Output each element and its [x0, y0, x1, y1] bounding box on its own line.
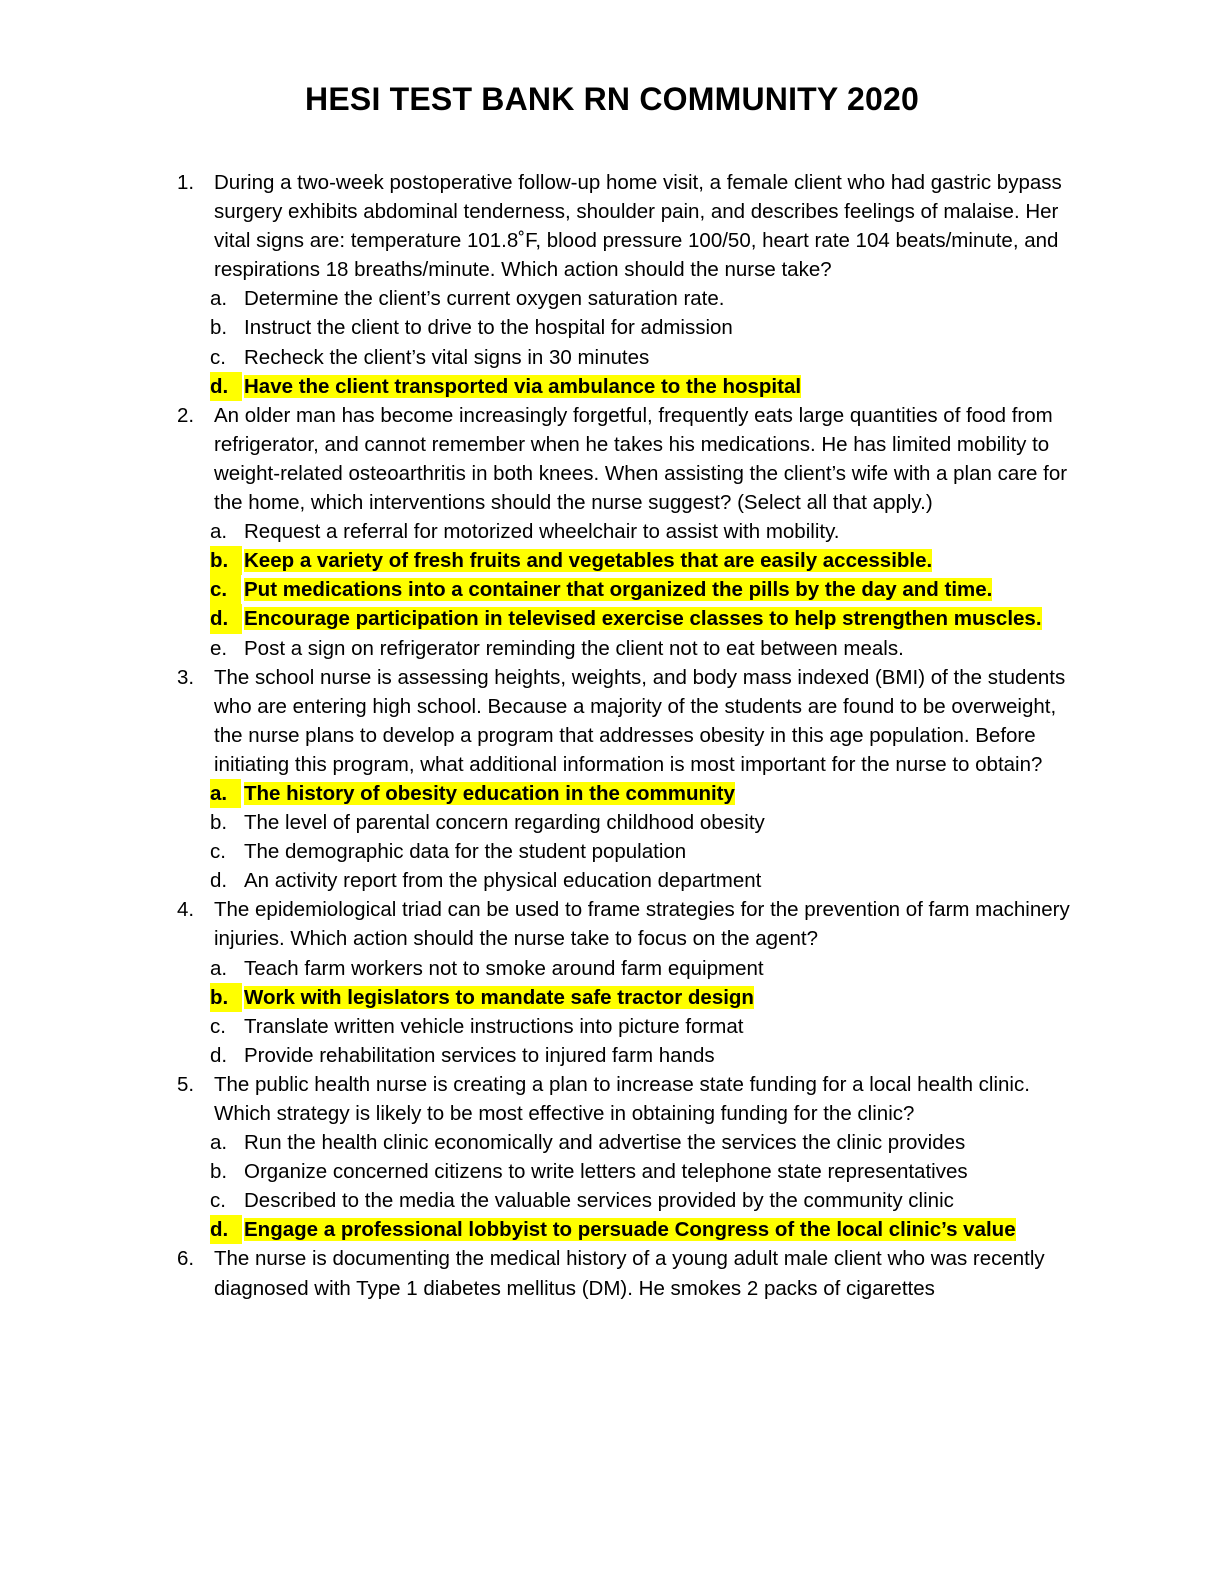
option-text: Put medications into a container that organized the pills by the day and time.: [244, 578, 993, 602]
answer-options: [173, 517, 1073, 662]
option-letter: b.: [210, 316, 228, 340]
option-letter: a.: [210, 520, 228, 544]
answer-option: [173, 1041, 1073, 1070]
question-text: The school nurse is assessing heights, weights, and body mass indexed (BMI) of the students who are entering high school. Because a majority of the students are found to be overweight, the nurse plans to develop a program that addresses obesity in this age population. Before initiating this program, what additional information is most important for the nurse to obtain?: [214, 665, 1066, 776]
question-text: The epidemiological triad can be used to frame strategies for the prevention of farm machinery injuries. Which action should the nurse take to focus on the agent?: [214, 898, 1070, 951]
answer-option: [173, 517, 1073, 546]
question-text: During a two-week postoperative follow-up home visit, a female client who had gastric bypass surgery exhibits abdominal tenderness, shoulder pain, and describes feelings of malaise. Her vital signs are: temperature 101.8˚F, blood pressure 100/50, heart rate 104 beats/minute, and respirations 18 breaths/minute. Which action should the nurse take?: [214, 171, 1062, 282]
option-letter: d.: [210, 604, 242, 633]
question-number: 2.: [177, 403, 195, 427]
option-text: An activity report from the physical education department: [244, 869, 762, 893]
option-letter: d.: [210, 1215, 242, 1244]
option-text: Organize concerned citizens to write letters and telephone state representatives: [244, 1160, 968, 1184]
question-list: [173, 168, 1073, 1303]
option-letter: c.: [210, 575, 241, 604]
question-item: [173, 1244, 1073, 1302]
option-letter: a.: [210, 1131, 228, 1155]
answer-options: [173, 954, 1073, 1070]
option-letter: c.: [210, 345, 226, 369]
question-text: The nurse is documenting the medical history of a young adult male client who was recently diagnosed with Type 1 diabetes mellitus (DM). He smokes 2 packs of cigarettes: [214, 1247, 1045, 1300]
option-letter: d.: [210, 1043, 228, 1067]
option-text: Teach farm workers not to smoke around farm equipment: [244, 956, 764, 980]
option-letter: b.: [210, 1160, 228, 1184]
option-letter: c.: [210, 840, 226, 864]
question-number: 1.: [177, 171, 195, 194]
answer-option: [173, 634, 1073, 663]
option-letter: e.: [210, 636, 228, 660]
option-letter: b.: [210, 811, 228, 835]
document-title: HESI TEST BANK RN COMMUNITY 2020: [305, 81, 919, 117]
answer-option-correct: [173, 983, 1073, 1012]
answer-option: [173, 1128, 1073, 1157]
question-text: The public health nurse is creating a plan to increase state funding for a local health clinic. Which strategy is likely to be most effective in obtaining funding for the clinic?: [214, 1072, 1030, 1125]
option-text: Keep a variety of fresh fruits and vegetables that are easily accessible.: [244, 549, 933, 573]
question-item: [173, 895, 1073, 953]
question-number: 3.: [177, 665, 195, 689]
option-text: Described to the media the valuable services provided by the community clinic: [244, 1189, 954, 1213]
answer-option: [173, 1012, 1073, 1041]
question-number: 6.: [177, 1247, 195, 1271]
option-text: The level of parental concern regarding childhood obesity: [244, 811, 765, 835]
option-text: Have the client transported via ambulance to the hospital: [244, 374, 802, 398]
answer-option-correct: [173, 575, 1073, 604]
option-letter: d.: [210, 869, 228, 893]
answer-option-correct: [173, 1215, 1073, 1244]
option-text: Instruct the client to drive to the hospital for admission: [244, 316, 733, 340]
option-text: Determine the client’s current oxygen saturation rate.: [244, 287, 725, 311]
answer-option-correct: [173, 604, 1073, 633]
answer-options: [173, 284, 1073, 400]
question-text: An older man has become increasingly forgetful, frequently eats large quantities of food from refrigerator, and cannot remember when he takes his medications. He has limited mobility to weight-related osteoarthritis in both knees. When assisting the client’s wife with a plan care for the home, which interventions should the nurse suggest? (Select all that apply.): [214, 403, 1068, 515]
option-letter: b.: [210, 546, 242, 575]
question-item: [173, 401, 1073, 517]
answer-option: [173, 808, 1073, 837]
answer-option-correct: [173, 779, 1073, 808]
question-item: [173, 1070, 1073, 1128]
option-text: Provide rehabilitation services to injured farm hands: [244, 1043, 715, 1067]
answer-option: [173, 837, 1073, 866]
answer-option: [173, 1186, 1073, 1215]
answer-option-correct: [173, 372, 1073, 401]
option-letter: c.: [210, 1189, 226, 1213]
option-text: Run the health clinic economically and advertise the services the clinic provides: [244, 1131, 966, 1155]
question-item: [173, 168, 1073, 284]
answer-option: [173, 1157, 1073, 1186]
option-letter: a.: [210, 287, 228, 311]
option-letter: d.: [210, 372, 242, 401]
option-text: Encourage participation in televised exercise classes to help strengthen muscles.: [244, 607, 1042, 631]
answer-option: [173, 954, 1073, 983]
option-text: Request a referral for motorized wheelchair to assist with mobility.: [244, 520, 840, 544]
option-text: The history of obesity education in the community: [244, 781, 735, 805]
answer-options: [173, 779, 1073, 895]
option-text: Work with legislators to mandate safe tractor design: [244, 985, 754, 1009]
question-number: 5.: [177, 1072, 195, 1096]
option-text: Engage a professional lobbyist to persuade Congress of the local clinic’s value: [244, 1218, 1016, 1242]
option-text: Post a sign on refrigerator reminding the client not to eat between meals.: [244, 636, 904, 660]
option-letter: b.: [210, 983, 242, 1012]
answer-option: [173, 866, 1073, 895]
option-letter: a.: [210, 956, 228, 980]
question-item: [173, 663, 1073, 779]
option-text: Translate written vehicle instructions into picture format: [244, 1014, 744, 1038]
answer-options: [173, 1128, 1073, 1244]
answer-option: [173, 284, 1073, 313]
question-number: 4.: [177, 898, 195, 922]
answer-option-correct: [173, 546, 1073, 575]
option-text: The demographic data for the student population: [244, 840, 687, 864]
option-letter: a.: [210, 779, 241, 808]
option-text: Recheck the client’s vital signs in 30 minutes: [244, 345, 650, 369]
answer-option: [173, 313, 1073, 342]
option-letter: c.: [210, 1014, 226, 1038]
answer-option: [173, 343, 1073, 372]
